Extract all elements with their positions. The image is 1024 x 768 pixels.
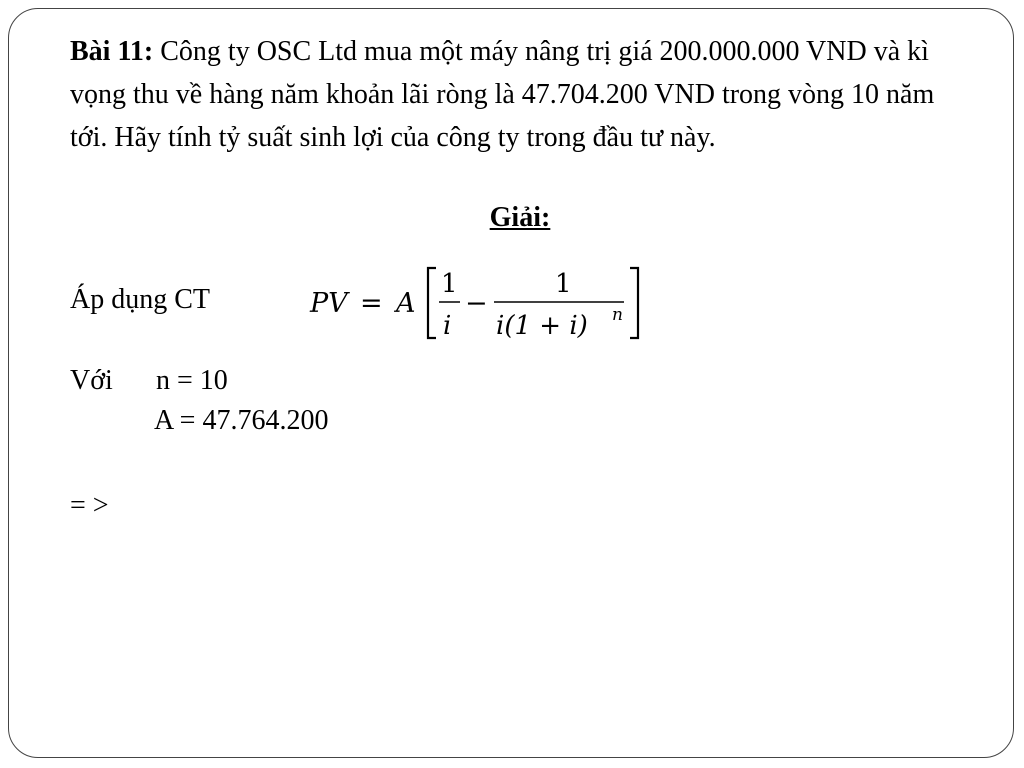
formula-lhs: PV [310,288,348,319]
n-value: n = 10 [156,365,228,396]
formula-equals: = [360,288,383,319]
fraction1-numerator: 1 [441,269,458,299]
present-value-formula [308,262,648,346]
formula-minus: − [465,288,488,319]
formula-coefficient: A [396,288,416,319]
solution-heading: Giải: [489,202,551,233]
apply-formula-label: Áp dụng CT [70,284,210,315]
fraction2-denominator: i(1 + i) [496,311,588,341]
implies-arrow: = > [70,490,109,521]
right-bracket [630,268,638,338]
a-value: A = 47.764.200 [154,405,329,436]
given-values-label: Với [70,365,113,396]
problem-label: Bài 11: [70,36,154,67]
problem-statement [70,30,975,159]
fraction2-numerator: 1 [555,269,572,299]
problem-text: Công ty OSC Ltd mua một máy nâng trị giá 200.000.000 VND và kì vọng thu về hàng năm khoản lãi ròng là 47.704.200 VND trong vòng 10 năm tới. Hãy tính tỷ suất sinh lợi của công ty trong đầu tư này. [70,36,935,153]
left-bracket [428,268,436,338]
fraction1-denominator: i [443,311,452,341]
fraction2-exponent: n [612,305,623,325]
